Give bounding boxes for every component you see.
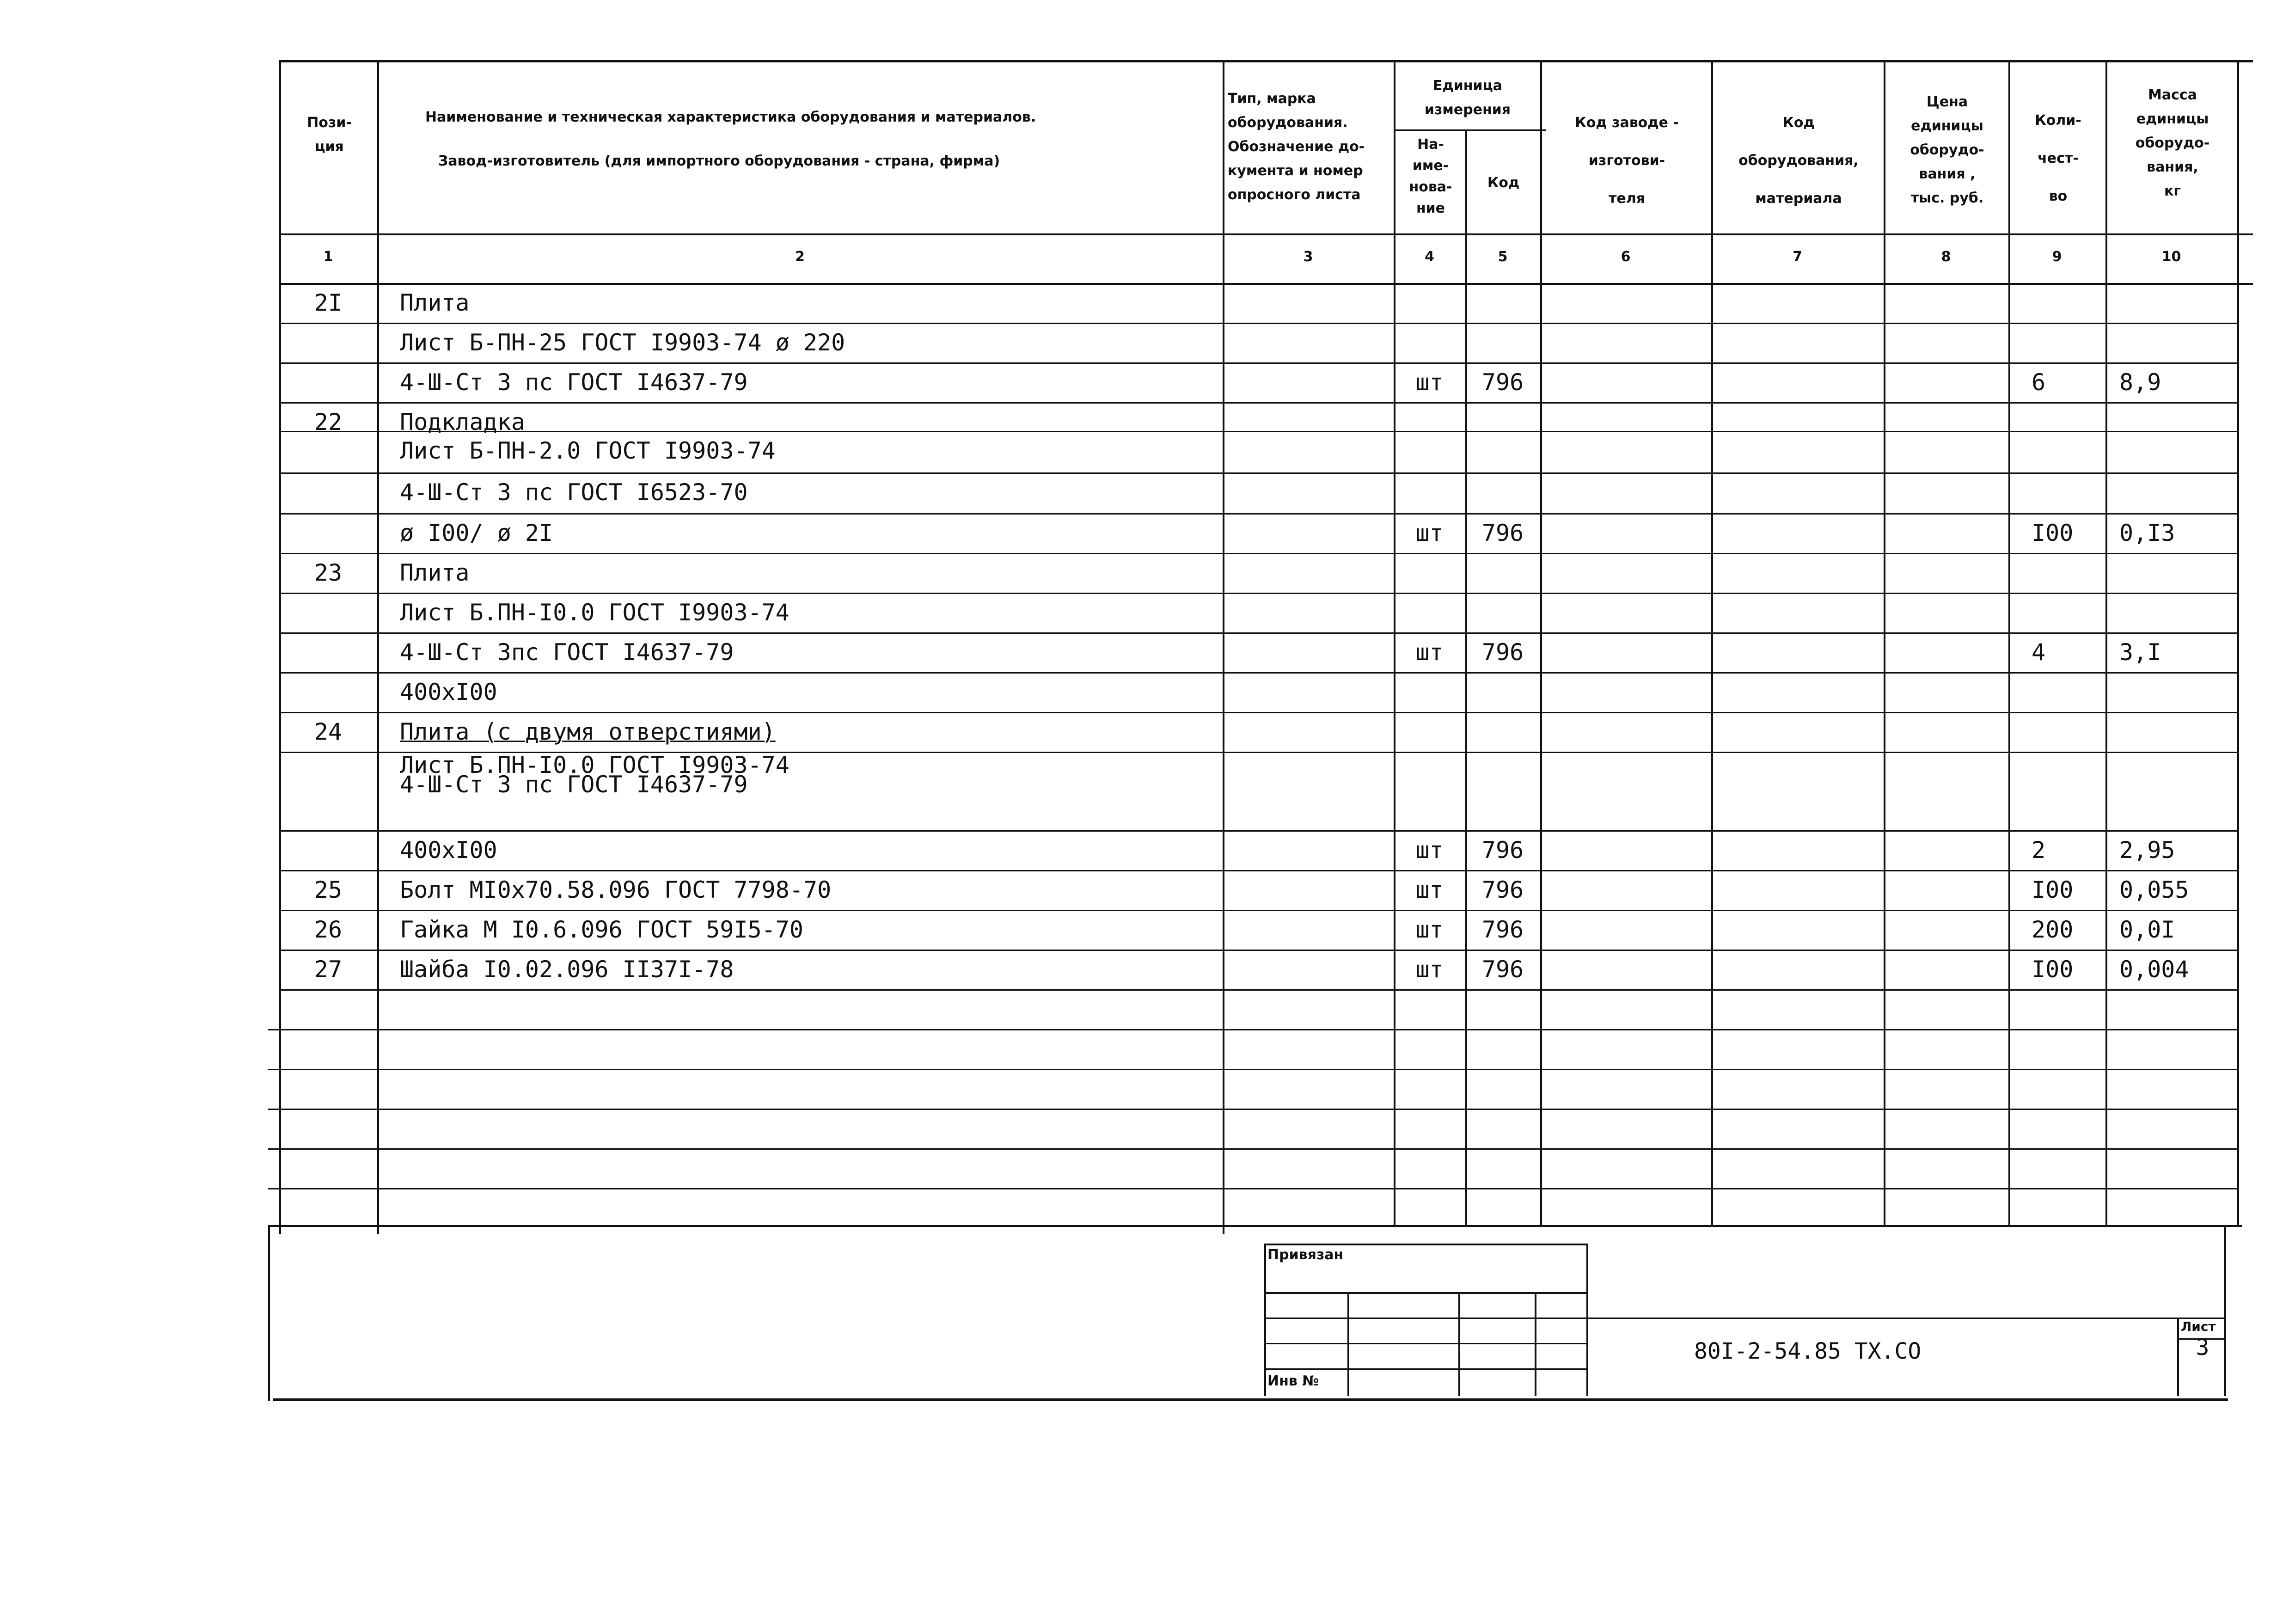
cell-code: 796 — [1481, 369, 1524, 396]
cell-name: Плита — [400, 289, 470, 316]
cell-name: Лист Б.ПН-I0.0 ГОСТ I9903-74 — [400, 752, 789, 778]
hdr-col6: Код заводе - изготови- теля — [1575, 115, 1679, 207]
cell-quantity: 200 — [2032, 916, 2074, 943]
cell-name: Болт МI0x70.58.096 ГОСТ 7798-70 — [400, 876, 832, 903]
cell-quantity: 2 — [2032, 837, 2046, 864]
cell-quantity: I00 — [2032, 876, 2074, 903]
col-line-10 — [2237, 60, 2239, 1225]
sheet-number: 3 — [2196, 1335, 2209, 1360]
frame-left — [268, 1225, 270, 1401]
cell-position: 2I — [314, 289, 343, 316]
column-number-2: 2 — [795, 249, 805, 265]
cell-mass: 0,0I — [2119, 916, 2175, 943]
cell-position: 26 — [314, 916, 343, 943]
cell-position: 22 — [314, 409, 343, 435]
cell-code: 796 — [1481, 916, 1524, 943]
cell-unit: шт — [1415, 520, 1444, 546]
cell-name: 4-Ш-Ст 3пс ГОСТ I4637-79 — [400, 639, 734, 666]
row-divider — [279, 553, 2239, 554]
col-line-2 — [1223, 60, 1224, 1234]
row-divider — [279, 830, 2239, 832]
col-line-4 — [1465, 129, 1467, 1225]
hdr-col8: Цена единицы оборудо- вания , тыс. руб. — [1910, 94, 1984, 206]
row-divider — [279, 513, 2239, 515]
cell-quantity: I00 — [2032, 520, 2074, 546]
column-number-3: 3 — [1303, 249, 1313, 265]
cell-name: Лист Б.ПН-I0.0 ГОСТ I9903-74 — [400, 599, 789, 626]
row-divider — [279, 402, 2239, 404]
column-number-5: 5 — [1498, 249, 1508, 265]
empty-row-divider — [268, 1029, 2237, 1030]
row-divider — [279, 989, 2239, 991]
cell-name: Плита — [400, 559, 470, 586]
stamp-inv-label: Инв № — [1267, 1373, 1319, 1389]
cell-name: 400xI00 — [400, 837, 497, 864]
cell-position: 24 — [314, 718, 343, 745]
cell-code: 796 — [1481, 639, 1524, 666]
cell-name: ø I00/ ø 2I — [400, 520, 553, 546]
cell-mass: 0,004 — [2119, 956, 2189, 983]
stamp-attached-label: Привязан — [1267, 1247, 1344, 1263]
col-line-8 — [2008, 60, 2010, 1225]
column-number-9: 9 — [2052, 249, 2062, 265]
cell-code: 796 — [1481, 956, 1524, 983]
cell-name: Шайба I0.02.096 II37I-78 — [400, 956, 734, 983]
column-number-7: 7 — [1793, 249, 1802, 265]
cell-mass: 8,9 — [2119, 369, 2161, 396]
cell-code: 796 — [1481, 520, 1524, 546]
hdr-col10: Масса единицы оборудо- вания, кг — [2135, 87, 2210, 199]
column-number-1: 1 — [323, 249, 333, 265]
column-number-6: 6 — [1621, 249, 1631, 265]
hdr-col3: Тип, марка оборудования. Обозначение до- кумента и номер опросного листа — [1228, 91, 1365, 203]
column-number-4: 4 — [1425, 249, 1434, 265]
header-bottom-border — [279, 233, 2253, 235]
column-number-8: 8 — [1941, 249, 1951, 265]
empty-row-divider — [268, 1109, 2237, 1110]
cell-mass: 0,I3 — [2119, 520, 2175, 546]
col-line-9 — [2105, 60, 2107, 1225]
hdr-col5: Код — [1487, 175, 1520, 191]
cell-name-sub: 4-Ш-Ст 3 пс ГОСТ I4637-79 — [400, 771, 748, 798]
hdr-col2-line1: Наименование и техническая характеристика оборудования и материалов. — [425, 109, 1036, 125]
column-number-10: 10 — [2161, 249, 2181, 265]
col-line-5 — [1540, 60, 1542, 1225]
table-bottom-border — [268, 1225, 2242, 1227]
cell-unit: шт — [1415, 876, 1444, 903]
cell-quantity: I00 — [2032, 956, 2074, 983]
cell-name: Лист Б-ПН-25 ГОСТ I9903-74 ø 220 — [400, 329, 845, 356]
cell-unit: шт — [1415, 916, 1444, 943]
sheet-bottom-border — [273, 1398, 2228, 1401]
cell-mass: 0,055 — [2119, 876, 2189, 903]
hdr-col9: Коли- чест- во — [2035, 112, 2081, 204]
cell-unit: шт — [1415, 956, 1444, 983]
cell-position: 23 — [314, 559, 343, 586]
cell-position: 25 — [314, 876, 343, 903]
col-line-0 — [279, 60, 281, 1234]
row-divider — [279, 672, 2239, 674]
cell-position: 27 — [314, 956, 343, 983]
cell-name: 4-Ш-Ст 3 пс ГОСТ I4637-79 — [400, 369, 748, 396]
table-top-border — [279, 60, 2253, 62]
col-line-6 — [1711, 60, 1713, 1225]
document-code: 80I-2-54.85 ТХ.СО — [1694, 1338, 1922, 1364]
hdr-unit-group: Единица измерения — [1424, 78, 1511, 118]
cell-quantity: 6 — [2032, 369, 2046, 396]
col-line-7 — [1884, 60, 1885, 1225]
frame-right — [2224, 1225, 2226, 1396]
cell-unit: шт — [1415, 639, 1444, 666]
hdr-col7: Код оборудования, материала — [1738, 115, 1859, 207]
cell-mass: 3,I — [2119, 639, 2161, 666]
cell-name: Гайка М I0.6.096 ГОСТ 59I5-70 — [400, 916, 803, 943]
empty-row-divider — [268, 1069, 2237, 1070]
sheet-label: Лист — [2181, 1319, 2216, 1334]
cell-quantity: 4 — [2032, 639, 2046, 666]
cell-unit: шт — [1415, 837, 1444, 864]
cell-mass: 2,95 — [2119, 837, 2175, 864]
cell-unit: шт — [1415, 369, 1444, 396]
cell-name: Лист Б-ПН-2.0 ГОСТ I9903-74 — [400, 437, 776, 464]
col-line-1 — [377, 60, 379, 1234]
empty-row-divider — [268, 1188, 2237, 1189]
hdr-col2-line2: Завод-изготовитель (для импортного оборудования - страна, фирма) — [438, 153, 1000, 169]
cell-name: 400xI00 — [400, 679, 497, 705]
unit-group-divider — [1394, 129, 1546, 131]
cell-name: Подкладка — [400, 409, 525, 435]
cell-name: Плита (с двумя отверстиями) — [400, 718, 776, 745]
cell-code: 796 — [1481, 837, 1524, 864]
hdr-col4: На- име- нова- ние — [1409, 136, 1452, 216]
hdr-col1: Пози- ция — [307, 115, 352, 155]
numbers-bottom-border — [279, 283, 2253, 285]
empty-row-divider — [268, 1148, 2237, 1150]
cell-name: 4-Ш-Ст 3 пс ГОСТ I6523-70 — [400, 479, 748, 506]
cell-code: 796 — [1481, 876, 1524, 903]
